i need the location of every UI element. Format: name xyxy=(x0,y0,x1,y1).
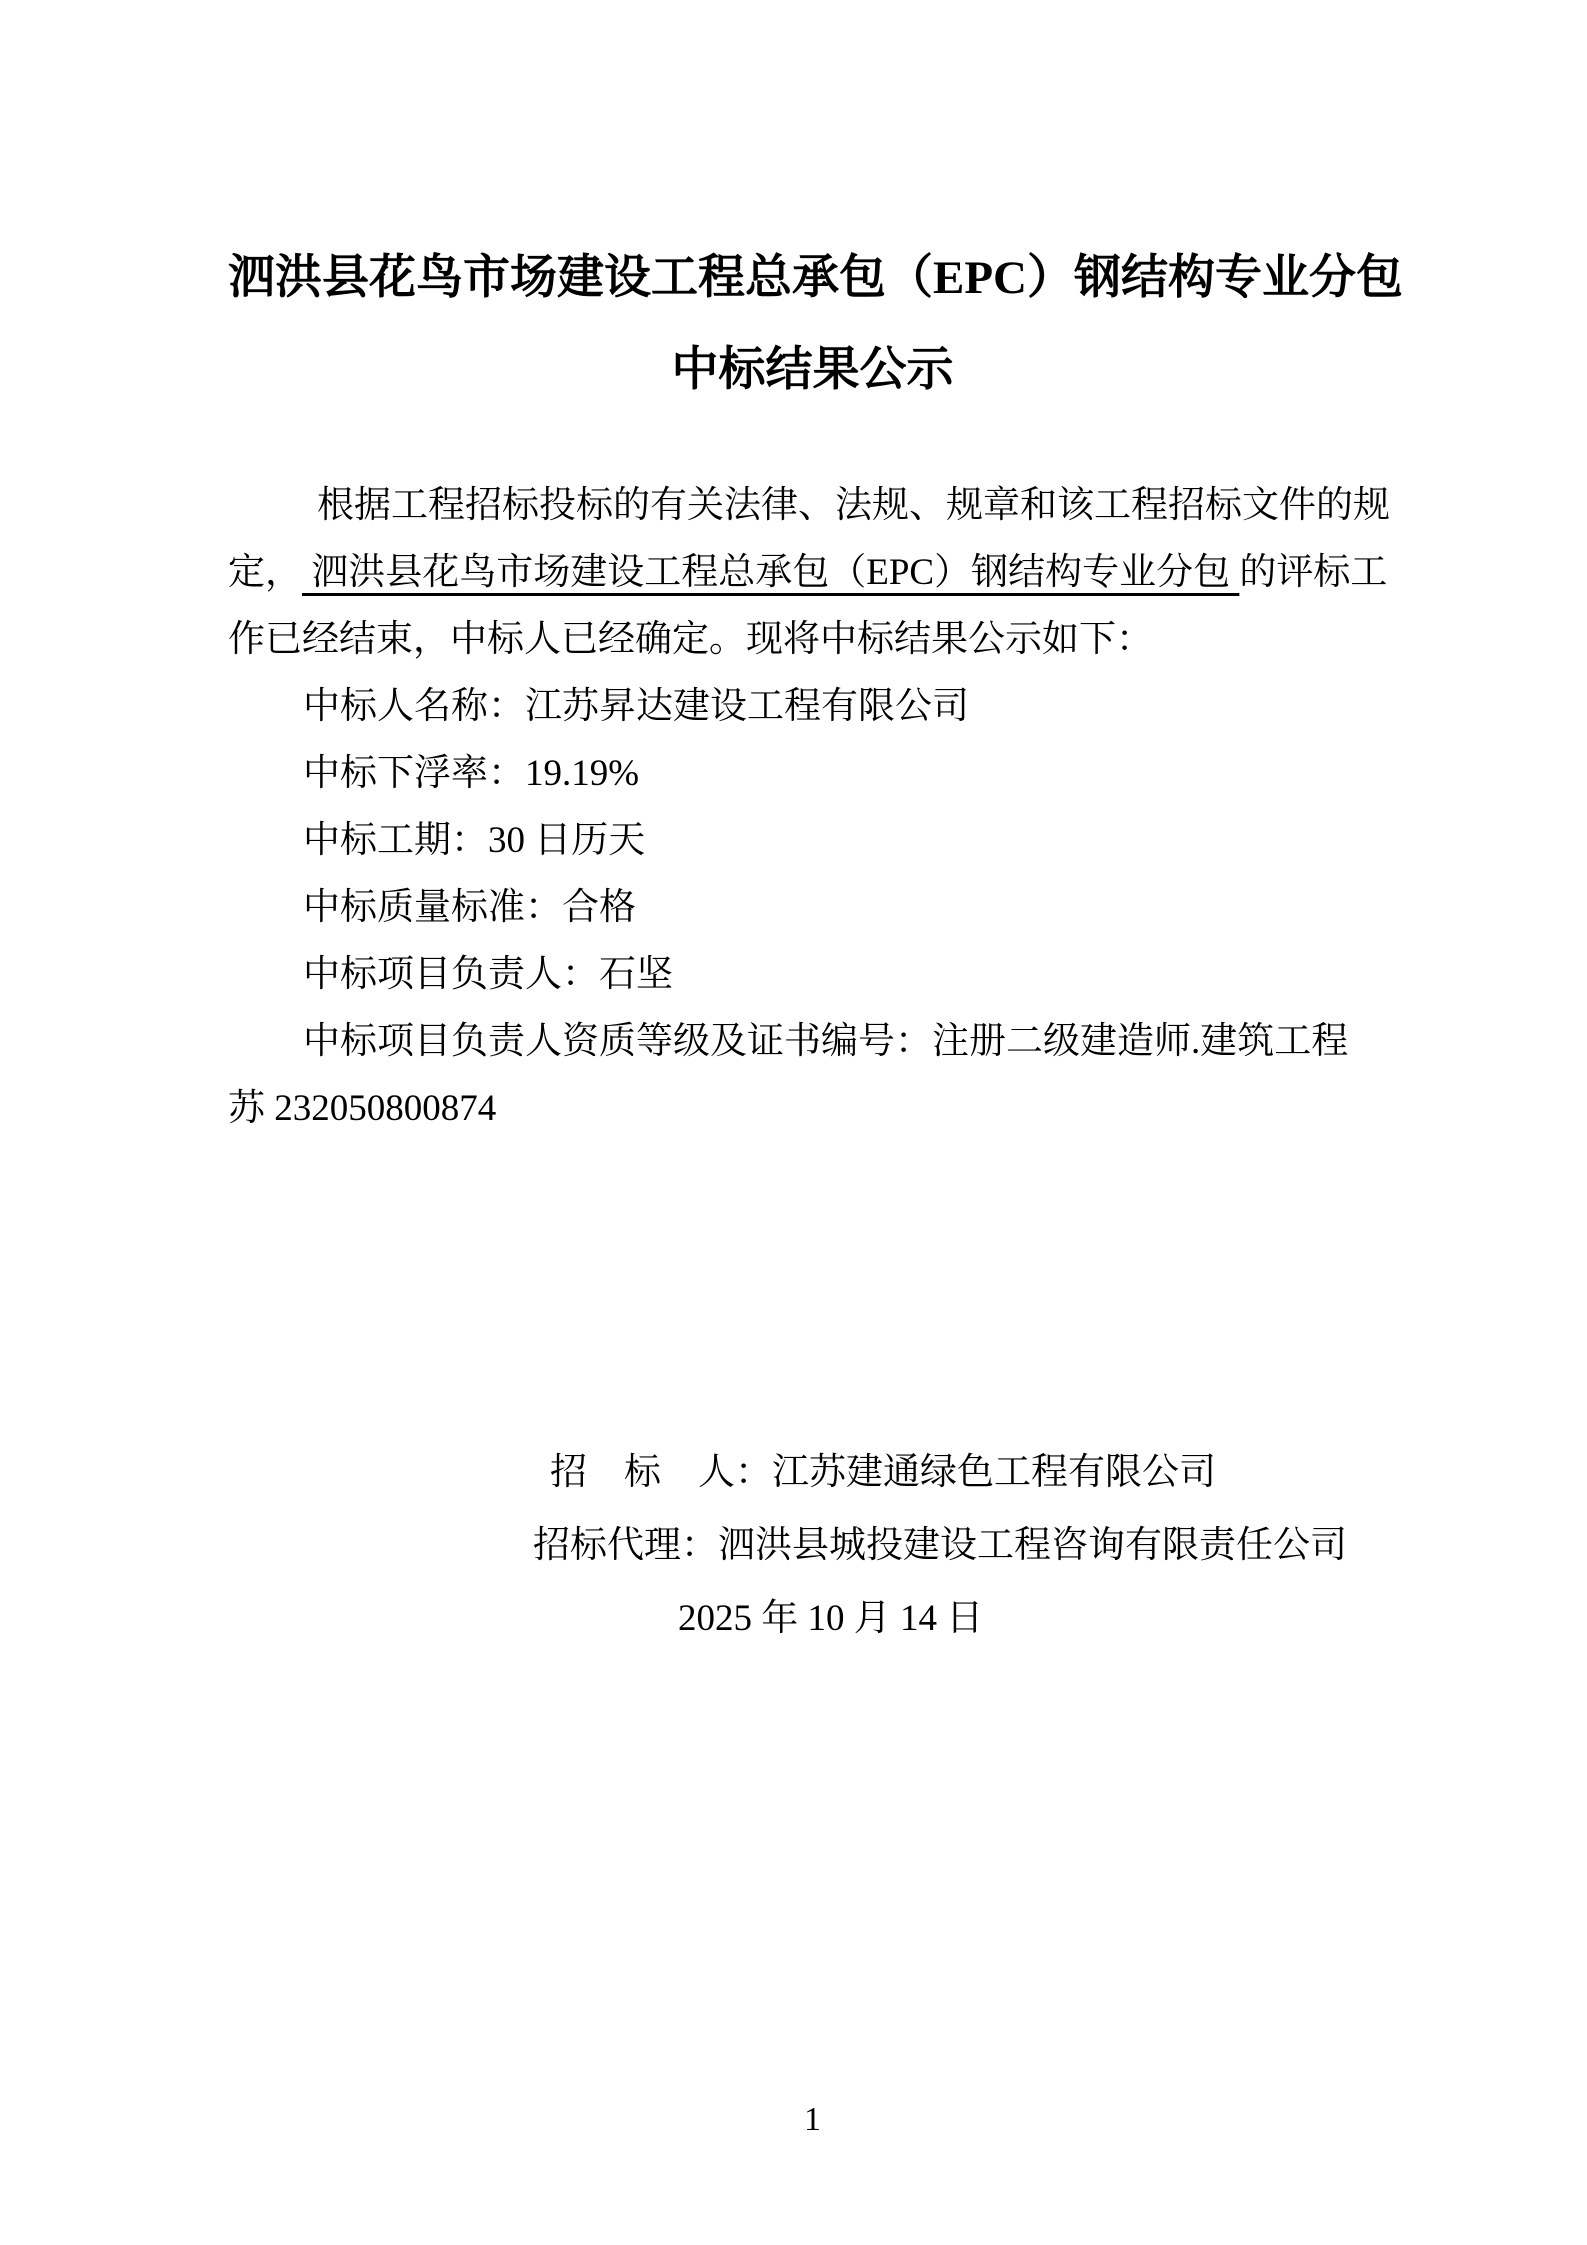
tenderer-line xyxy=(550,1436,1397,1509)
item-certificate-label: 中标项目负责人资质等级及证书编号： xyxy=(303,1021,932,1062)
item-winner-name xyxy=(228,673,1397,740)
item-quality-standard-value: 合格 xyxy=(562,887,636,928)
item-project-manager xyxy=(228,941,1397,1008)
agent-value: 泗洪县城投建设工程咨询有限责任公司 xyxy=(718,1525,1347,1566)
title-line-2: 中标结果公示 xyxy=(671,344,954,396)
document-body xyxy=(228,472,1397,1142)
paragraph-line-3: 作已经结束，中标人已经确定。现将中标结果公示如下： xyxy=(228,619,1153,660)
item-project-manager-value: 石坚 xyxy=(599,954,673,995)
document-footer xyxy=(228,1436,1397,1655)
paragraph-line-2 xyxy=(228,539,1397,606)
certificate-number-continuation: 苏 232050800874 xyxy=(228,1088,497,1129)
page-number: 1 xyxy=(804,2101,821,2138)
item-quality-standard-label: 中标质量标准： xyxy=(303,887,562,928)
item-winner-name-value: 江苏昇达建设工程有限公司 xyxy=(525,686,969,727)
item-duration-label: 中标工期： xyxy=(303,820,488,861)
item-certificate xyxy=(228,1008,1397,1075)
paragraph-line-1: 根据工程招标投标的有关法律、法规、规章和该工程招标文件的规 xyxy=(317,485,1390,526)
agent-label: 招标代理： xyxy=(533,1525,718,1566)
paragraph-line-2-prefix: 定， xyxy=(228,552,302,593)
item-project-manager-label: 中标项目负责人： xyxy=(303,954,599,995)
agent-line xyxy=(533,1509,1397,1582)
item-discount-rate-label: 中标下浮率： xyxy=(303,753,525,794)
item-winner-name-label: 中标人名称： xyxy=(303,686,525,727)
tenderer-label: 招 标 人： xyxy=(550,1452,772,1493)
item-discount-rate xyxy=(228,740,1397,807)
item-duration-value: 30 日历天 xyxy=(488,820,646,861)
item-discount-rate-value: 19.19% xyxy=(525,753,640,794)
item-quality-standard xyxy=(228,874,1397,941)
date-line: 2025 年 10 月 14 日 xyxy=(678,1598,984,1639)
item-duration xyxy=(228,807,1397,874)
title-line-1: 泗洪县花鸟市场建设工程总承包（EPC）钢结构专业分包 xyxy=(228,252,1403,304)
item-certificate-value: 注册二级建造师.建筑工程 xyxy=(932,1021,1349,1062)
paragraph-line-2-suffix: 的评标工 xyxy=(1239,552,1388,593)
tenderer-value: 江苏建通绿色工程有限公司 xyxy=(772,1452,1216,1493)
project-name-underlined: 泗洪县花鸟市场建设工程总承包（EPC）钢结构专业分包 xyxy=(302,552,1240,593)
document-title xyxy=(228,232,1403,416)
